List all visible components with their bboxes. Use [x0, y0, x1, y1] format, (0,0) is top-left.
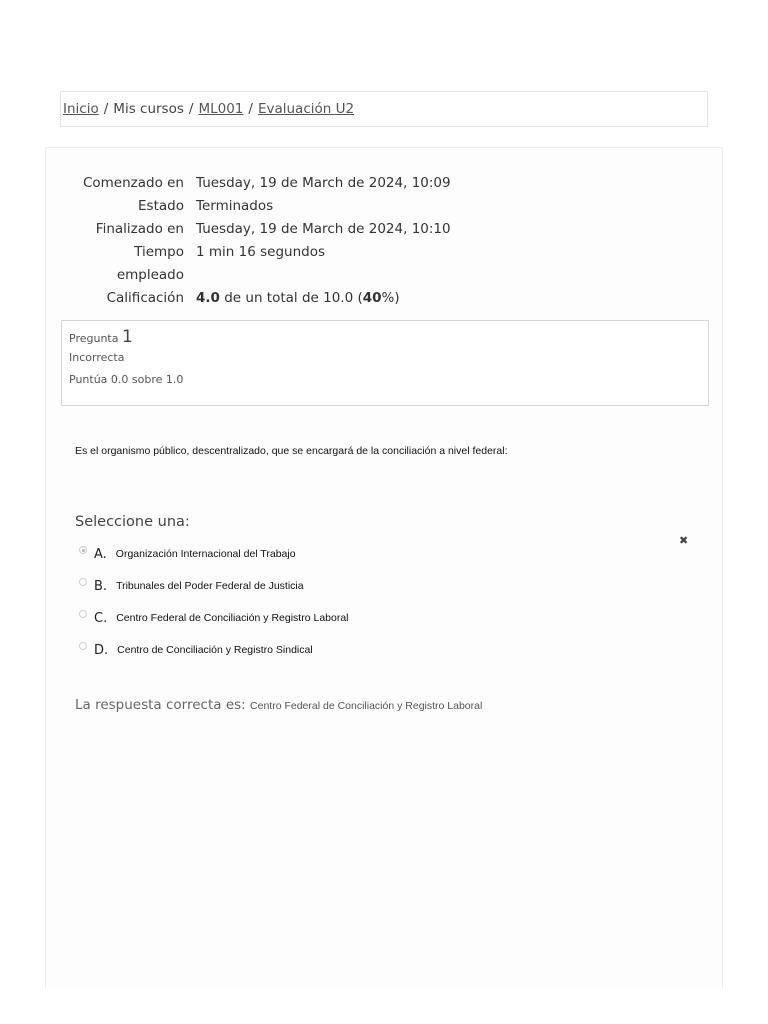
breadcrumb-separator: / [103, 101, 109, 117]
correct-answer-feedback [75, 697, 482, 713]
option-b-letter: B. [94, 578, 108, 594]
grade-value [196, 287, 646, 310]
grade-middle: de un total de 10.0 ( [224, 290, 363, 306]
option-b[interactable] [79, 570, 699, 602]
option-c-radio[interactable] [79, 610, 87, 618]
breadcrumb-quiz-link[interactable]: Evaluación U2 [257, 101, 355, 117]
option-b-text: Tribunales del Poder Federal de Justicia [116, 580, 304, 592]
finished-label: Finalizado en [95, 221, 184, 237]
quiz-review-panel [45, 147, 723, 989]
question-info-box [61, 320, 709, 406]
summary-row-finished [46, 218, 646, 241]
question-text: Es el organismo público, descentralizado, que se encargará de la conciliación a nivel federal: [75, 445, 508, 457]
state-value: Terminados [196, 198, 274, 214]
breadcrumb-separator: / [188, 101, 194, 117]
question-label: Pregunta [69, 332, 119, 345]
breadcrumb-home-link[interactable]: Inicio [63, 101, 99, 117]
time-label-line-1: Tiempo [134, 244, 184, 260]
select-prompt: Seleccione una: [75, 514, 190, 530]
grade-score: 4.0 [196, 290, 220, 306]
started-value: Tuesday, 19 de March de 2024, 10:09 [196, 175, 451, 191]
breadcrumb-courses: Mis cursos [113, 101, 184, 117]
option-d-text: Centro de Conciliación y Registro Sindical [117, 644, 313, 656]
time-value: 1 min 16 segundos [196, 244, 325, 260]
option-c[interactable] [79, 602, 699, 634]
option-c-letter: C. [94, 610, 108, 626]
option-a[interactable] [79, 538, 699, 570]
option-a-text: Organización Internacional del Trabajo [115, 548, 296, 560]
question-number: 1 [121, 327, 133, 347]
summary-row-started [46, 172, 646, 195]
option-c-text: Centro Federal de Conciliación y Registro Laboral [116, 612, 349, 624]
started-label: Comenzado en [82, 175, 184, 191]
grade-label: Calificación [106, 290, 184, 306]
option-a-radio[interactable] [79, 546, 87, 554]
option-a-letter: A. [94, 546, 107, 562]
finished-value: Tuesday, 19 de March de 2024, 10:10 [196, 221, 451, 237]
option-d-letter: D. [94, 642, 109, 658]
correct-answer-text: Centro Federal de Conciliación y Registro Laboral [250, 700, 483, 712]
time-label-line-2: empleado [116, 267, 184, 283]
summary-row-grade [46, 287, 646, 310]
breadcrumb-course-link[interactable]: ML001 [198, 101, 244, 117]
question-number-line [69, 327, 701, 351]
correct-answer-label: La respuesta correcta es: [75, 697, 246, 713]
summary-row-time [46, 241, 646, 287]
breadcrumb [60, 91, 708, 127]
option-b-radio[interactable] [79, 578, 87, 586]
time-label [46, 241, 196, 287]
question-points: Puntúa 0.0 sobre 1.0 [69, 373, 184, 386]
incorrect-icon: ✖ [679, 534, 689, 547]
breadcrumb-separator: / [248, 101, 253, 117]
question-status: Incorrecta [69, 351, 125, 364]
option-d[interactable] [79, 634, 699, 666]
state-label: Estado [138, 198, 184, 214]
summary-row-state [46, 195, 646, 218]
grade-percent: 40 [362, 290, 382, 306]
option-d-radio[interactable] [79, 642, 87, 650]
attempt-summary [46, 172, 646, 310]
answer-options [79, 538, 699, 666]
grade-end: %) [381, 290, 400, 306]
